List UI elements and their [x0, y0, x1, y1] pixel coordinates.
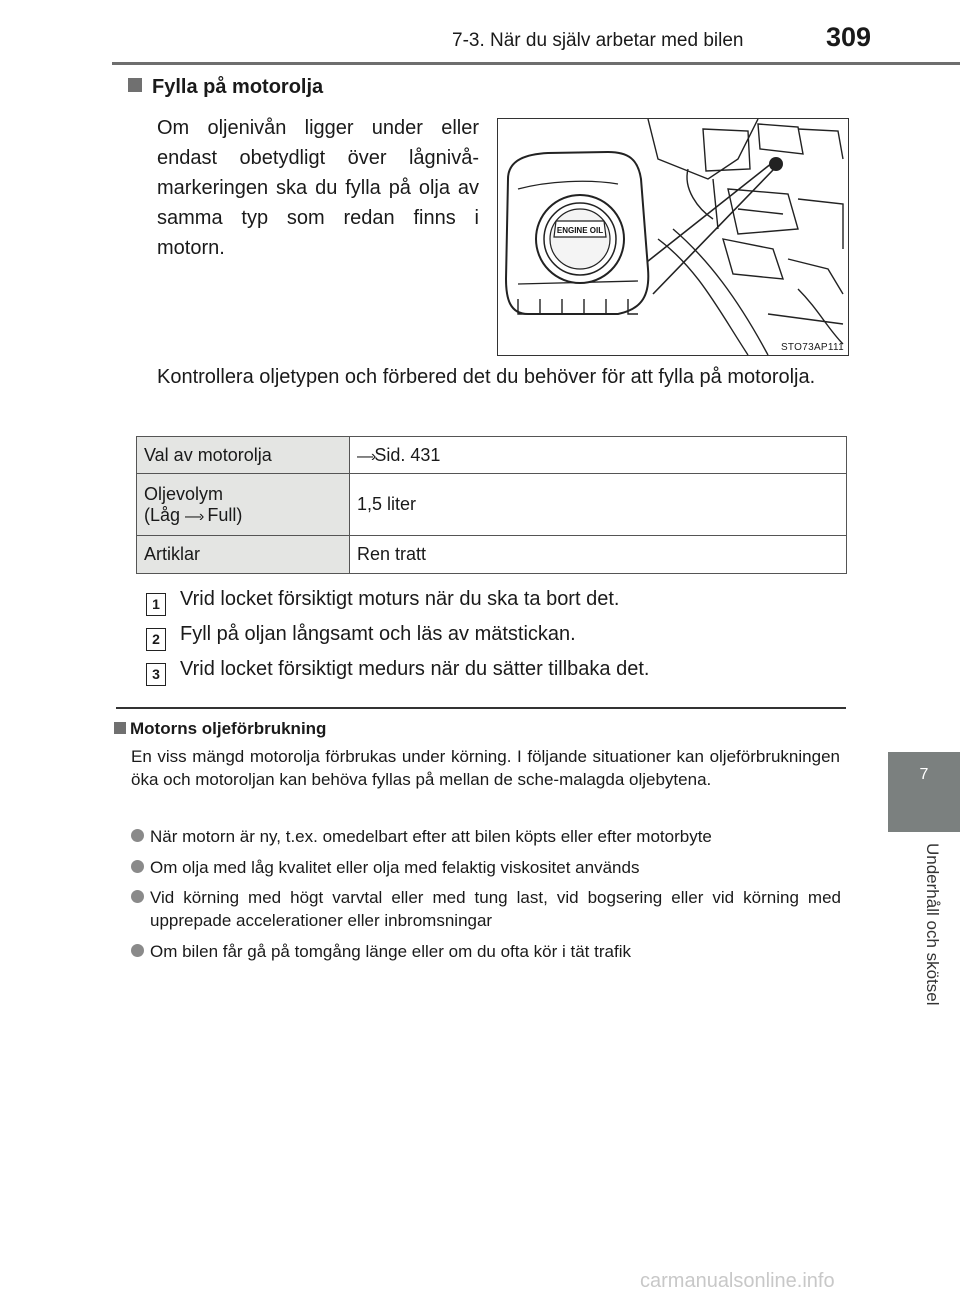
chapter-label-text: Underhåll och skötsel	[923, 843, 942, 1006]
table-row	[137, 536, 847, 574]
table-key-line2: (Låg —› Full)	[144, 504, 243, 525]
bullet-dot-icon	[131, 860, 144, 873]
figure-label: STO73AP111	[780, 342, 844, 353]
engine-oil-cap-illustration	[497, 118, 849, 356]
step-number-badge: 2	[146, 628, 166, 651]
arrow-right-icon: —›	[357, 447, 375, 465]
chapter-label	[922, 843, 946, 1043]
arrow-right-icon: —›	[185, 507, 203, 525]
step-text: Fyll på oljan långsamt och läs av mätstickan.	[180, 623, 576, 645]
consumption-paragraph: En viss mängd motorolja förbrukas under körning. I följande situationer kan oljeförbrukningen öka och motoroljan kan behöva fyllas på mellan de sche-malagda oljebytena.	[131, 747, 840, 789]
step-1	[146, 588, 619, 616]
table-key: Artiklar	[137, 536, 350, 574]
fill-heading-text: Fylla på motorolja	[152, 76, 324, 98]
section-divider	[116, 707, 846, 709]
page-number: 309	[826, 22, 872, 52]
bullet-dot-icon	[131, 890, 144, 903]
chapter-number: 7	[919, 766, 929, 783]
consumption-heading-text: Motorns oljeförbrukning	[130, 719, 327, 738]
square-bullet-icon	[114, 722, 126, 734]
table-key: Val av motorolja	[137, 437, 350, 474]
fill-intro: Om oljenivån ligger under eller endast obetydligt över lågnivå-markeringen ska du fylla på olja av samma typ som redan finns i motorn.	[157, 117, 479, 259]
page-reference-link[interactable]: Sid. 431	[374, 444, 441, 465]
watermark: carmanualsonline.info	[640, 1270, 835, 1292]
square-bullet-icon	[128, 78, 142, 92]
header-rule	[112, 62, 960, 65]
table-key-line1: Oljevolym	[144, 483, 224, 504]
check-oil-type-text: Kontrollera oljetypen och förbered det du behöver för att fylla på motorolja.	[157, 366, 816, 388]
list-item: Vid körning med högt varvtal eller med tung last, vid bogsering eller vid körning med upprepade accelerationer eller inbromsningar	[131, 886, 841, 932]
consumption-heading	[114, 719, 326, 739]
bullet-dot-icon	[131, 944, 144, 957]
table-row	[137, 474, 847, 536]
table-value: 1,5 liter	[350, 474, 847, 536]
engine-bay-drawing	[498, 119, 848, 355]
oil-cap-lettering: ENGINE OIL	[556, 226, 604, 235]
bullet-dot-icon	[131, 829, 144, 842]
step-number-badge: 1	[146, 593, 166, 616]
list-item: När motorn är ny, t.ex. omedelbart efter att bilen köpts eller efter motorbyte	[131, 825, 841, 848]
step-2	[146, 623, 576, 651]
table-key	[137, 474, 350, 536]
step-text: Vrid locket försiktigt moturs när du ska ta bort det.	[180, 588, 620, 610]
table-value[interactable]	[350, 437, 847, 474]
oil-spec-table	[136, 436, 847, 574]
table-value: Ren tratt	[350, 536, 847, 574]
fill-heading	[128, 76, 323, 99]
step-3	[146, 658, 649, 686]
list-item: Om olja med låg kvalitet eller olja med felaktig viskositet används	[131, 856, 841, 879]
section-title: 7-3. När du själv arbetar med bilen	[452, 30, 744, 51]
step-number-badge: 3	[146, 663, 166, 686]
chapter-tab[interactable]	[888, 752, 960, 832]
table-row	[137, 437, 847, 474]
list-item: Om bilen får gå på tomgång länge eller om du ofta kör i tät trafik	[131, 940, 841, 963]
step-text: Vrid locket försiktigt medurs när du sätter tillbaka det.	[180, 658, 650, 680]
